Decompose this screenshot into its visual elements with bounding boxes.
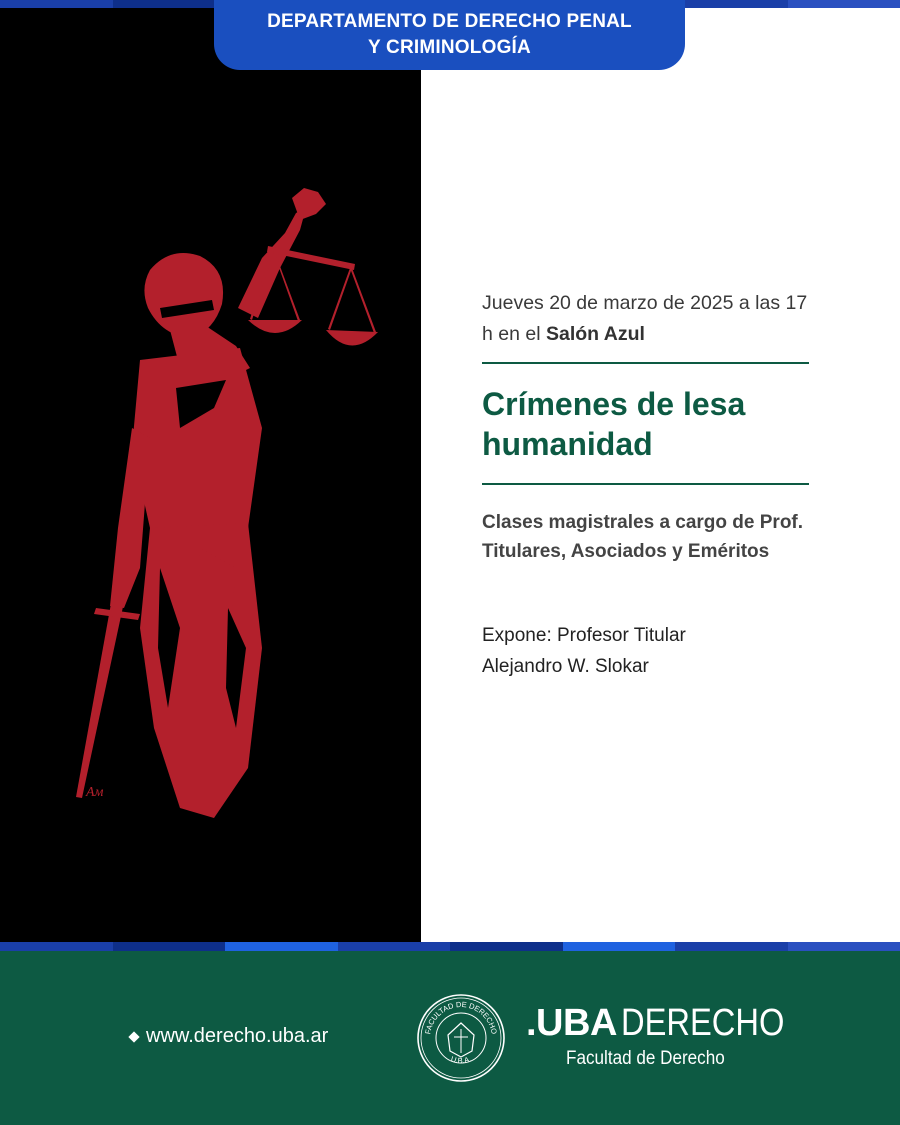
department-name-line1: DEPARTAMENTO DE DERECHO PENAL xyxy=(267,11,632,32)
speaker-name: Alejandro W. Slokar xyxy=(482,656,649,677)
footer xyxy=(0,951,900,1125)
brand-secondary: DERECHO xyxy=(620,1002,785,1044)
divider-top xyxy=(482,362,809,364)
bottom-color-strip xyxy=(0,942,900,951)
website-url: www.derecho.uba.ar xyxy=(146,1025,329,1047)
faculty-seal-icon xyxy=(416,993,506,1083)
department-name-line2: Y CRIMINOLOGÍA xyxy=(368,37,531,58)
department-header xyxy=(214,0,685,70)
svg-text:Aм: Aм xyxy=(86,785,104,800)
speaker-info: Expone: Profesor Titular Alejandro W. Slokar xyxy=(482,625,686,677)
artwork-panel xyxy=(0,8,421,942)
speaker-label: Expone xyxy=(482,625,547,646)
website-link[interactable] xyxy=(130,1025,328,1048)
svg-text:U.B.A.: U.B.A. xyxy=(449,1054,473,1066)
event-subtitle: Clases magistrales a cargo de Prof. Titulares, Asociados y Eméritos xyxy=(482,512,804,562)
event-date: Jueves 20 de marzo de 2025 a las 17 h en el Salón Azul xyxy=(482,292,808,345)
event-venue: Salón Azul xyxy=(545,323,645,345)
diamond-icon xyxy=(128,1031,139,1042)
uba-derecho-logo xyxy=(526,1003,811,1071)
lady-justice-illustration xyxy=(0,8,421,942)
brand-subtitle: Facultad de Derecho xyxy=(566,1048,725,1069)
event-title: Crímenes de lesa humanidad xyxy=(482,386,746,462)
speaker-role: Profesor Titular xyxy=(551,625,686,646)
svg-text:FACULTAD DE DERECHO: FACULTAD DE DERECHO xyxy=(423,999,499,1035)
brand-main: .UBA xyxy=(526,1002,617,1044)
divider-bottom xyxy=(482,483,809,485)
